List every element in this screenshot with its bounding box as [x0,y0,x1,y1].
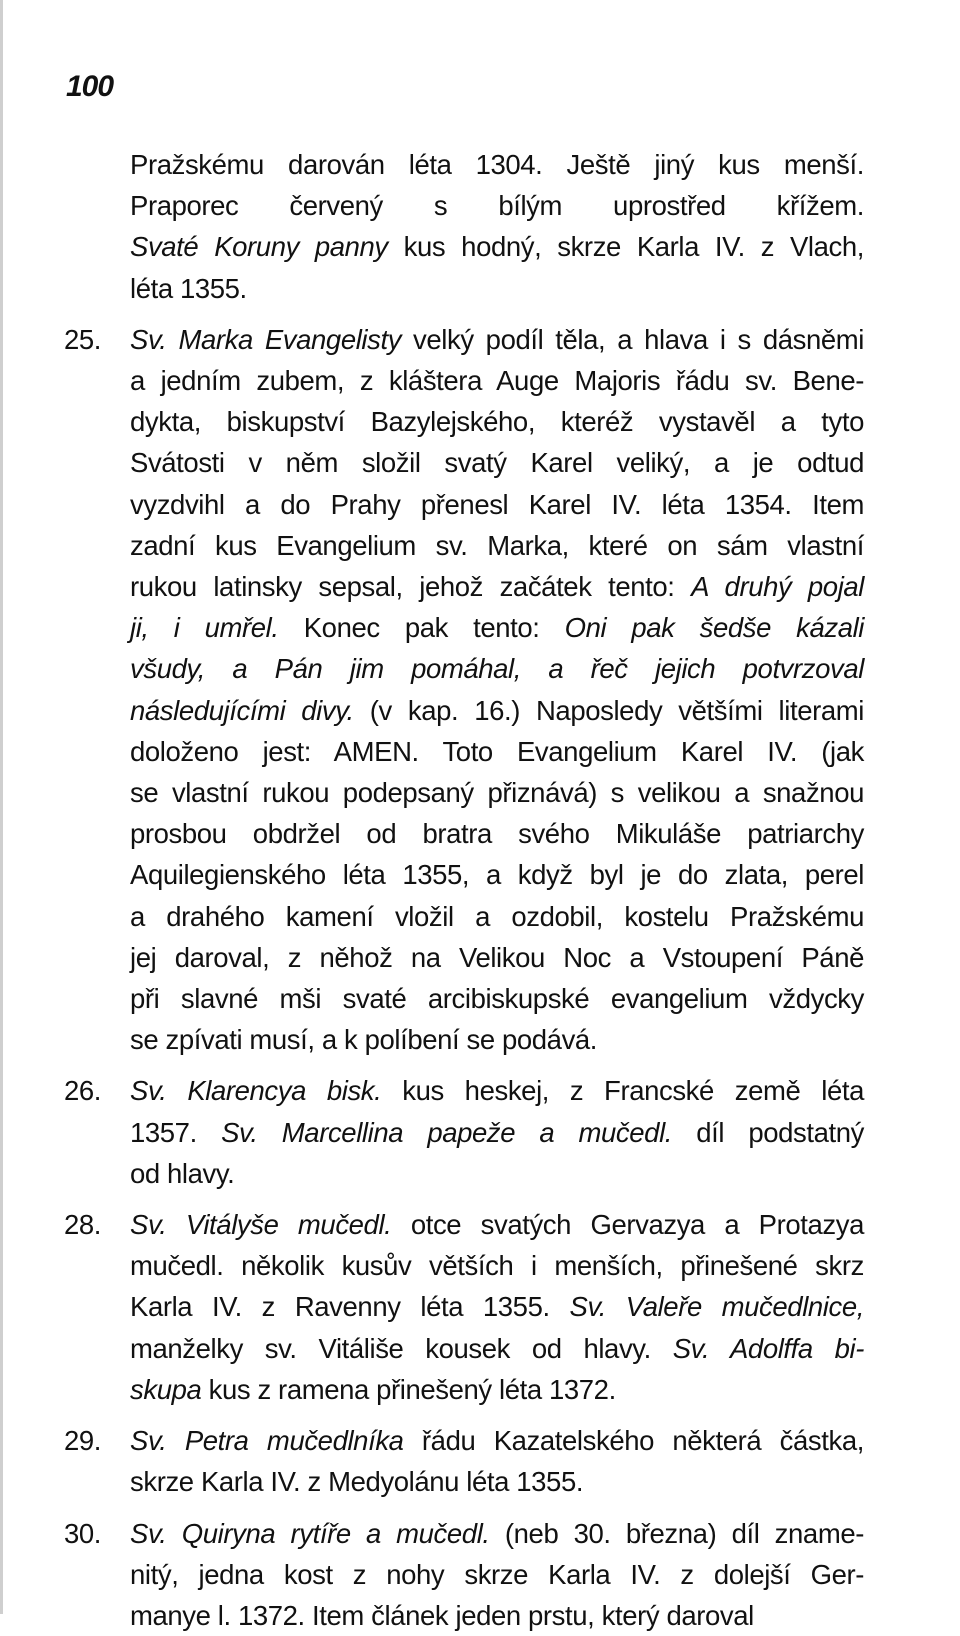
text-segment: nitý, jedna kost z nohy skrze Karla IV. z dolejší Ger- [130,1559,864,1590]
text-line [130,1595,864,1636]
text-line [130,978,864,1019]
text-line [130,772,864,813]
text-line [130,1420,864,1461]
italic-segment: Sv. Vitályše mučedl. [130,1209,391,1240]
text-line [130,854,864,895]
text-segment: kus heskej, z Francské země léta [381,1075,864,1106]
text-line [130,185,864,226]
text-line [130,566,864,607]
paragraph [64,144,864,309]
text-line [130,1328,864,1369]
text-segment: Karla IV. z Ravenny léta 1355. [130,1291,570,1322]
paragraph [64,1070,864,1194]
italic-segment: Sv. Klarencya bisk. [130,1075,381,1106]
italic-segment: Sv. Petra mučedlníka [130,1425,404,1456]
italic-segment: Sv. Marka Evangelisty [130,324,401,355]
text-segment: a jedním zubem, z kláštera Auge Majoris řádu sv. Bene- [130,365,864,396]
paragraph [64,1204,864,1410]
text-segment: kus hodný, skrze Karla IV. z Vlach, [388,231,864,262]
text-line [130,319,864,360]
text-line [130,1554,864,1595]
text-segment: Praporec červený s bílým uprostřed křížem. [130,190,864,221]
text-segment: 1357. [130,1117,221,1148]
text-segment: vyzdvihl a do Prahy přenesl Karel IV. léta 1354. Item [130,489,864,520]
text-segment: kus z ramena přinešený léta 1372. [201,1374,615,1405]
italic-segment: Svaté Koruny panny [130,231,388,262]
text-segment: prosbou obdržel od bratra svého Mikuláše patriarchy [130,818,864,849]
text-line [130,813,864,854]
text-segment: jej daroval, z něhož na Velikou Noc a Vstoupení Páně [130,942,864,973]
text-line [130,607,864,648]
text-segment: Pražskému darován léta 1304. Ještě jiný kus menší. [130,149,864,180]
paragraph [64,1420,864,1502]
text-segment: doloženo jest: AMEN. Toto Evangelium Karel IV. (jak [130,736,864,767]
text-line [130,1070,864,1111]
text-line [130,226,864,267]
italic-segment: všudy, a Pán jim pomáhal, a řeč jejich potvrzoval [130,653,864,684]
text-segment: rukou latinsky sepsal, jehož začátek tento: [130,571,691,602]
text-segment: léta 1355. [130,273,247,304]
text-line [130,442,864,483]
text-segment: (neb 30. března) díl zname- [490,1518,864,1549]
text-line [130,1112,864,1153]
italic-segment: A druhý pojal [691,571,864,602]
text-line [130,731,864,772]
text-line [130,1245,864,1286]
entry-number: 28. [64,1204,101,1245]
text-segment: řádu Kazatelského některá částka, [404,1425,864,1456]
text-line [130,360,864,401]
text-line [130,525,864,566]
italic-segment: Sv. Adolffa bi- [673,1333,864,1364]
text-segment: dykta, biskupství Bazylejského, kteréž vystavěl a tyto [130,406,864,437]
text-line [130,648,864,689]
text-segment: otce svatých Gervazya a Protazya [391,1209,864,1240]
text-segment: manye l. 1372. Item článek jeden prstu, který daroval [130,1600,754,1631]
page-number: 100 [66,70,113,104]
text-segment: Aquilegienského léta 1355, a když byl je do zlata, perel [130,859,864,890]
text-line [130,1204,864,1245]
text-segment: a drahého kamení vložil a ozdobil, kostelu Pražskému [130,901,864,932]
text-line [130,1153,864,1194]
italic-segment: Sv. Quiryna rytíře a mučedl. [130,1518,490,1549]
page-edge [0,0,3,1614]
paragraph [64,319,864,1061]
italic-segment: Sv. Valeře mučedlnice, [570,1291,865,1322]
text-segment: velký podíl těla, a hlava i s dásněmi [401,324,864,355]
text-line [130,1369,864,1410]
text-line [130,1513,864,1554]
text-segment: manželky sv. Vitáliše kousek od hlavy. [130,1333,673,1364]
text-line [130,1461,864,1502]
text-segment: se zpívati musí, a k políbení se podává. [130,1024,597,1055]
italic-segment: Oni pak šedše kázali [565,612,864,643]
text-line [130,484,864,525]
text-segment: při slavné mši svaté arcibiskupské evangelium vždycky [130,983,864,1014]
italic-segment: následujícími divy. [130,695,354,726]
text-line [130,268,864,309]
text-line [130,937,864,978]
text-segment: se vlastní rukou podepsaný přiznává) s velikou a snažnou [130,777,864,808]
italic-segment: Sv. Marcellina papeže a mučedl. [221,1117,672,1148]
text-segment: zadní kus Evangelium sv. Marka, které on sám vlastní [130,530,864,561]
entry-number: 29. [64,1420,101,1461]
text-segment: díl podstatný [672,1117,864,1148]
text-line [130,144,864,185]
text-segment: mučedl. několik kusův větších i menších, přinešené skrz [130,1250,864,1281]
text-line [130,896,864,937]
text-segment: Konec pak tento: [279,612,565,643]
text-line [130,401,864,442]
paragraph [64,1513,864,1636]
entry-number: 30. [64,1513,101,1554]
italic-segment: ji, i umřel. [130,612,279,643]
body-text [64,144,864,1636]
text-segment: skrze Karla IV. z Medyolánu léta 1355. [130,1466,583,1497]
text-line [130,1286,864,1327]
entry-number: 26. [64,1070,101,1111]
text-segment: (v kap. 16.) Naposledy většími literami [354,695,864,726]
italic-segment: skupa [130,1374,201,1405]
text-line [130,690,864,731]
text-segment: od hlavy. [130,1158,234,1189]
entry-number: 25. [64,319,101,360]
text-line [130,1019,864,1060]
text-segment: Svátosti v něm složil svatý Karel veliký, a je odtud [130,447,864,478]
